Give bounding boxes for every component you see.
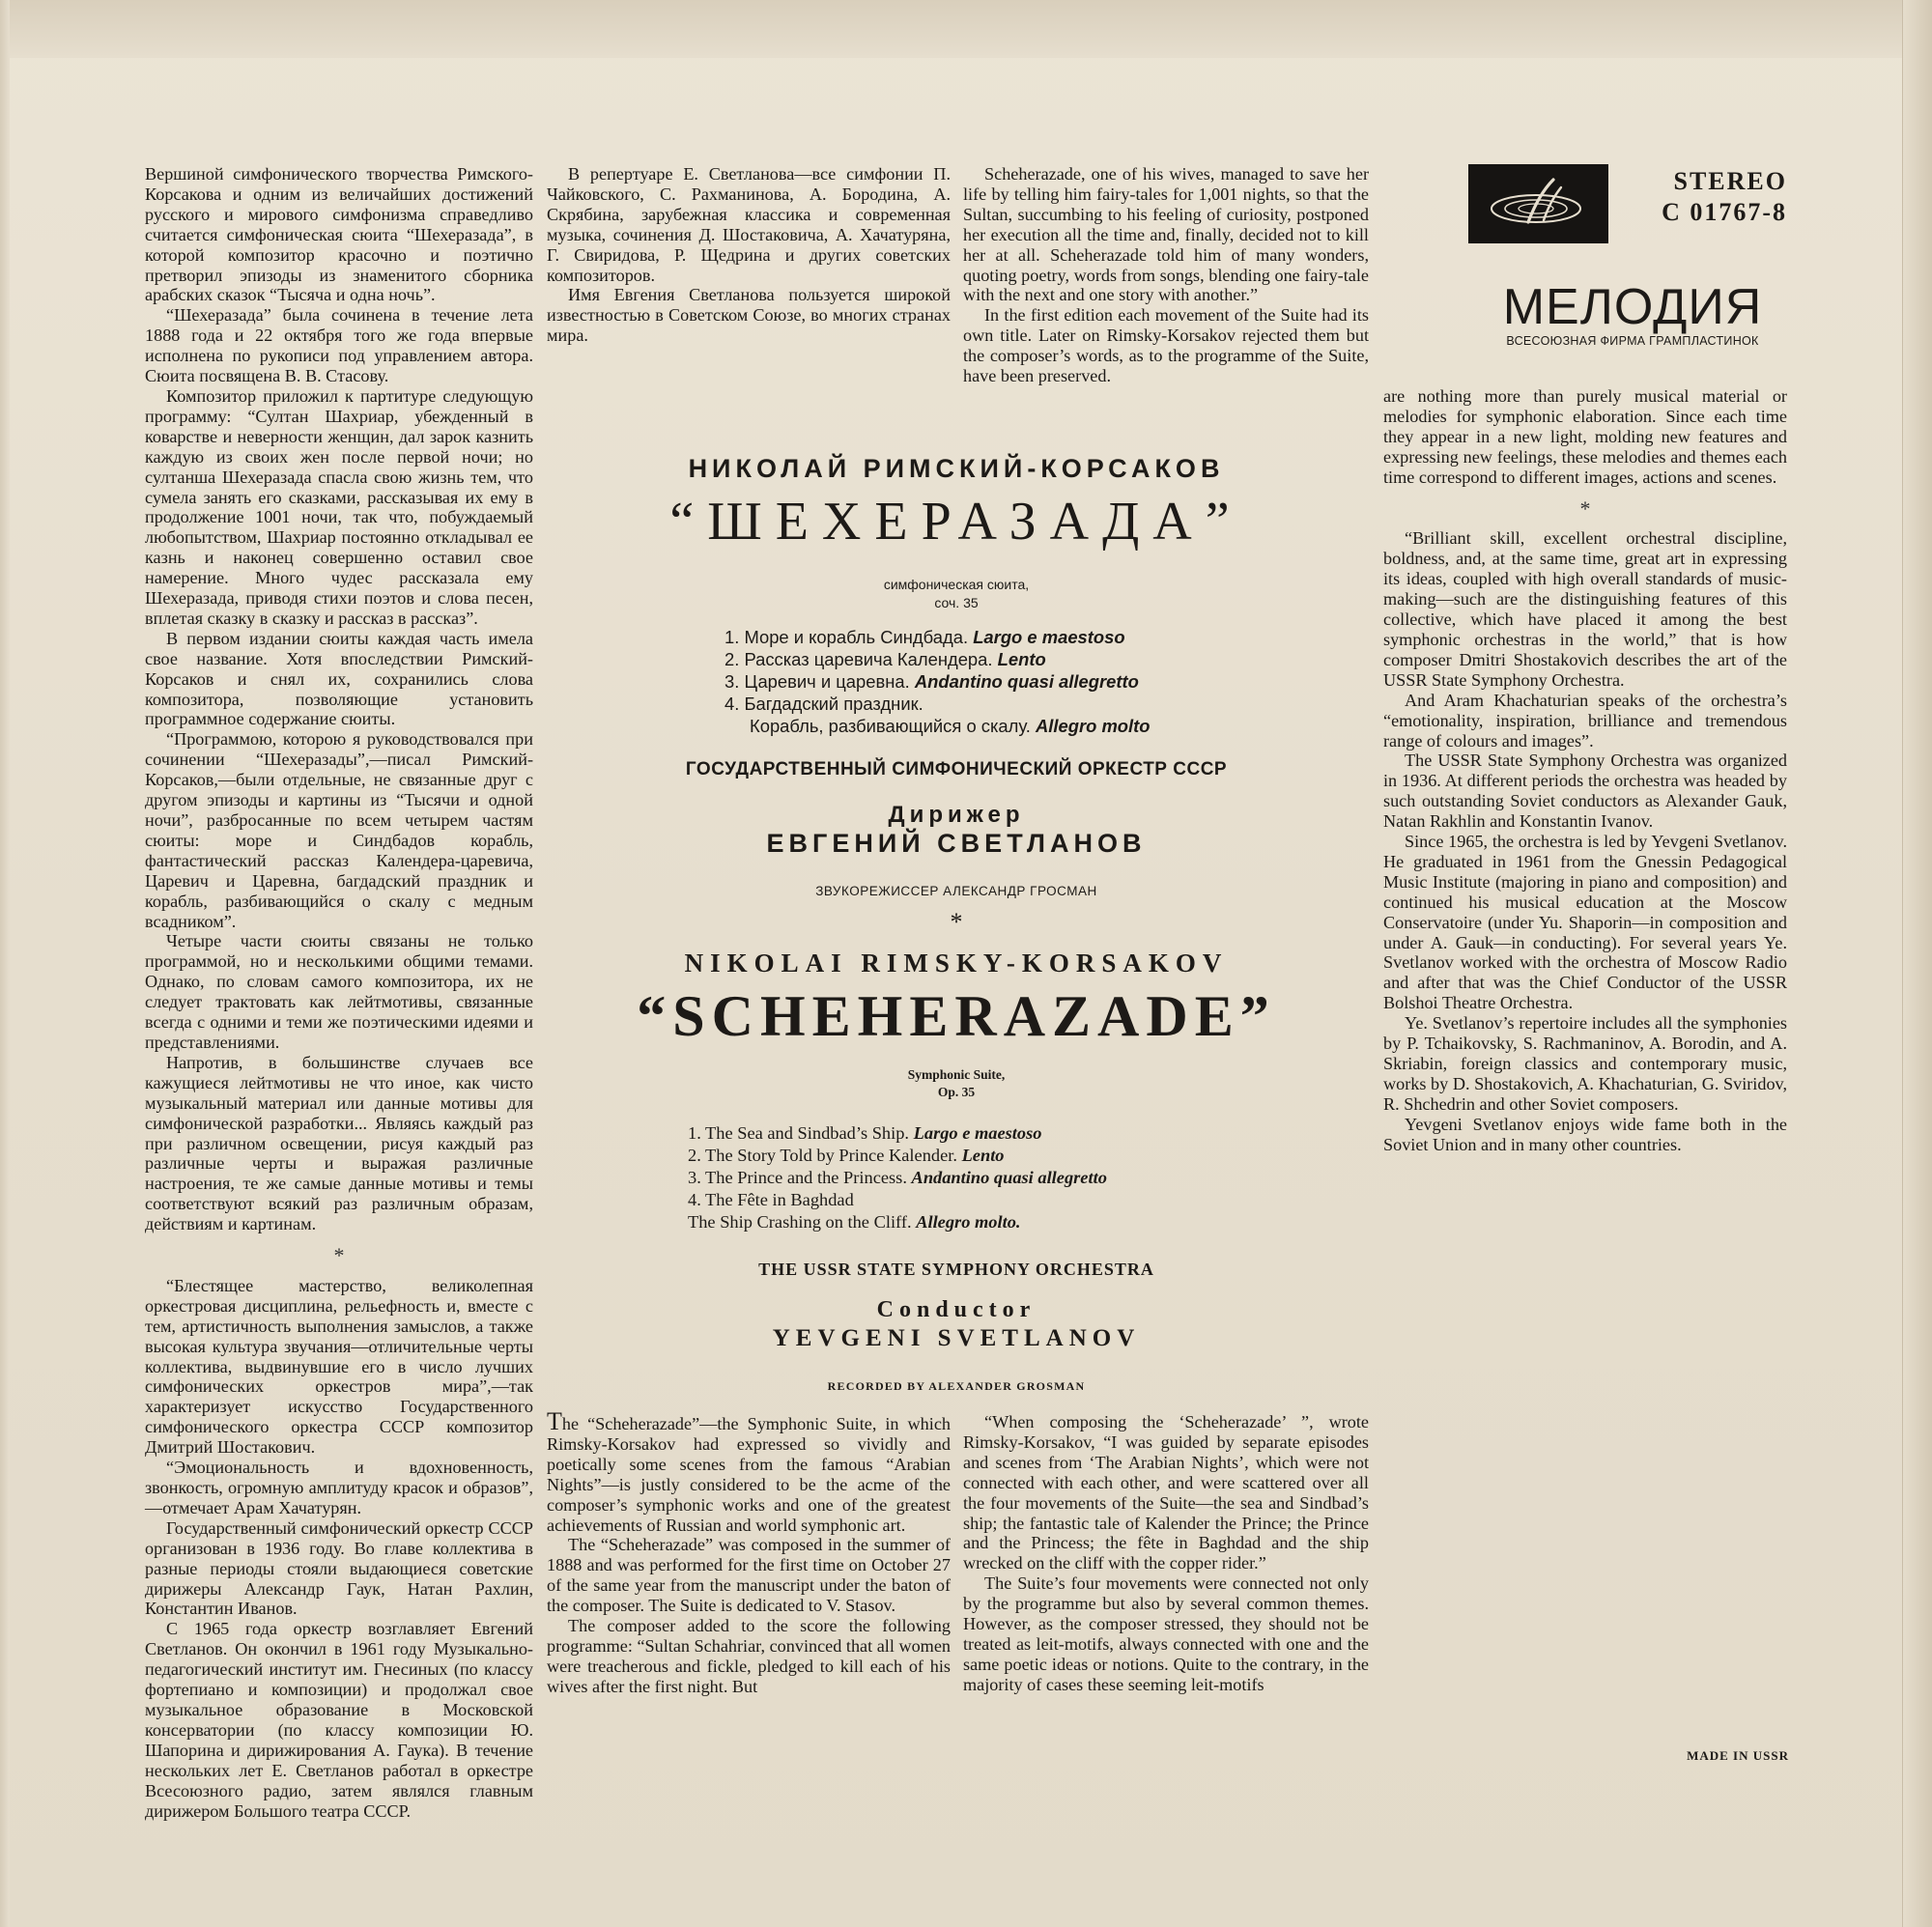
english-notes-part5 xyxy=(1383,528,1787,1154)
english-notes-part3-list xyxy=(963,1412,1369,1695)
movement-item: 1. The Sea and Sindbad’s Ship. Largo e maestoso xyxy=(688,1123,1042,1143)
paragraph: “Блестящее мастерство, великолепная оркестровая дисциплина, рельефность и, вместе с тем, артистичность выполнения замыслов, а также высокая культура звучания—отличительные черты коллектива, выдвинувшие его в число лучших симфонических оркестров мира”,—так характеризует искусство Государственного симфонического оркестра СССР композитор Дмитрий Шостакович. xyxy=(145,1275,533,1458)
melodiya-wordmark xyxy=(1488,279,1777,348)
english-notes-right-column xyxy=(1383,386,1787,1155)
paragraph: are nothing more than purely musical material or melodies for symphonic elaboration. Since each time they appear in a new light, molding new features and expressing new feelings, these melodies and themes each time correspond to different images, actions and scenes. xyxy=(1383,386,1787,487)
paragraph: “Программою, которою я руководствовался при сочинении “Шехеразады”,—писал Римский-Корсаков,—были отдельные, не связанные друг с другом эпизоды и картины из “Тысячи и одной ночи”, разбросанные по всем четырем частям сюиты: море и Синдбадов корабль, фантастический рассказ Календера-царевича, Царевич и Царевна, багдадский праздник и корабль, разбивающийся о скалу с медным всадником”. xyxy=(145,729,533,931)
paragraph: Scheherazade, one of his wives, managed to save her life by telling him fairy-tales for 1,001 nights, so that the Sultan, succumbing to his feeling of curiosity, postponed her execution all the time and, finally, decided not to kill her at all. Scheherazade told him of many wonders, quoting poetry, words from songs, blending one fairy-tale with the next and one story with another.” xyxy=(963,164,1369,305)
paragraph: Yevgeni Svetlanov enjoys wide fame both in the Soviet Union and in many other countries. xyxy=(1383,1114,1787,1154)
english-notes-continuation xyxy=(963,164,1369,386)
ru-conductor-label: Дирижер xyxy=(888,802,1025,828)
movement-item: Корабль, разбивающийся о скалу. Allegro molto xyxy=(750,716,1151,736)
paragraph: “When composing the ‘Scheherazade’ ”, wrote Rimsky-Korsakov, “I was guided by separate episodes and scenes from ‘The Arabian Nights’, which were not connected with each other, and were scattered over all the four movements of the Suite—the sea and Sindbad’s ship; the fantastic tale of Kalender the Prince; the Prince and the Princess; the fête in Baghdad and the ship wrecked on the cliff with the copper rider.” xyxy=(963,1412,1369,1573)
movement-item: 2. The Story Told by Prince Kalender. Lento xyxy=(688,1146,1005,1165)
paragraph: В первом издании сюиты каждая часть имела свое название. Хотя впоследствии Римский-Корсаков и снял их, сохранились слова композитора, позволяющие установить программное содержание сюиты. xyxy=(145,628,533,729)
en-work-subtitle: Symphonic Suite, Op. 35 xyxy=(907,1067,1006,1099)
ru-movement-list xyxy=(724,626,1151,737)
ru-work-subtitle: симфоническая сюита, соч. 35 xyxy=(883,577,1030,610)
paragraph: Напротив, в большинстве случаев все кажущиеся лейтмотивы не что иное, как чисто музыкальный материал или данные мотивы для симфонической разработки... Являясь каждый раз при различном освещении, рисуя каждый раз различные черты и выражая различные настроения, те же самые данные мотивы и темы соответствуют всякий раз различным образам, действиям и картинам. xyxy=(145,1052,533,1234)
movement-item: The Ship Crashing on the Cliff. Allegro molto. xyxy=(688,1212,1021,1232)
separator-star: * xyxy=(1579,496,1591,521)
en-work-title: “SCHEHERAZADE” xyxy=(637,984,1276,1048)
movement-item: 1. Море и корабль Синдбада. Largo e maestoso xyxy=(724,627,1125,647)
english-intro-paragraph: The “Scheherazade” was composed in the summer of 1888 and was performed for the first time on October 27 of the same year from the manuscript under the baton of the composer. The Suite is dedicated to V. Stasov. xyxy=(547,1535,951,1616)
paragraph: Четыре части сюиты связаны не только программой, но и несколькими общими темами. Однако, по словам самого композитора, их не следует трактовать как лейтмотивы, связанные всегда с одними и теми же поэтическими идеями и представлениями. xyxy=(145,931,533,1052)
paragraph: Since 1965, the orchestra is led by Yevgeni Svetlanov. He graduated in 1961 from the Gnessin Pedagogical Music Institute (majoring in piano and composition) and continued his musical education at the Moscow Conservatoire (under Yu. Shaporin—in composition and under A. Gauk—in conducting). For several years Ye. Svetlanov worked with the orchestra of Moscow Radio and after that was the Chief Conductor of the USSR Bolshoi Theatre Orchestra. xyxy=(1383,832,1787,1013)
movement-item: 2. Рассказ царевича Календера. Lento xyxy=(724,649,1046,669)
russian-notes-continuation xyxy=(547,164,951,346)
melodiya-logo-icon xyxy=(1468,164,1608,243)
russian-notes-part1 xyxy=(145,164,533,1234)
en-composer-name: NIKOLAI RIMSKY-KORSAKOV xyxy=(684,949,1229,978)
ru-composer-name: НИКОЛАЙ РИМСКИЙ-КОРСАКОВ xyxy=(688,454,1225,483)
brand-tagline: ВСЕСОЮЗНАЯ ФИРМА ГРАМПЛАСТИНОК xyxy=(1506,334,1759,348)
english-notes-part3 xyxy=(963,1412,1369,1695)
paragraph: “Шехеразада” была сочинена в течение лета 1888 года и 22 октября того же года впервые исполнена по рукописи под управлением автора. Сюита посвящена В. В. Стасову. xyxy=(145,305,533,386)
paragraph: Имя Евгения Светланова пользуется широкой известностью в Советском Союзе, во многих странах мира. xyxy=(547,285,951,346)
brand-name: МЕЛОДИЯ xyxy=(1502,279,1763,335)
en-conductor-name: YEVGENI SVETLANOV xyxy=(772,1325,1141,1351)
cover-left-edge xyxy=(0,0,10,1927)
en-conductor-label: Conductor xyxy=(876,1297,1037,1322)
movement-item: 4. The Fête in Baghdad xyxy=(688,1190,854,1209)
cover-right-edge xyxy=(1902,0,1932,1927)
english-notes-part2 xyxy=(963,164,1369,386)
melodiya-logo xyxy=(1468,164,1608,243)
paragraph: В репертуаре Е. Светланова—все симфонии П. Чайковского, С. Рахманинова, А. Бородина, А. Скрябина, зарубежная классика и современная музыка, сочинения Д. Шостаковича, А. Хачатуряна, Г. Свиридова, Р. Щедрина и других советских композиторов. xyxy=(547,164,951,285)
paragraph: The USSR State Symphony Orchestra was organized in 1936. At different periods the orchestra was headed by such outstanding Soviet conductors as Alexander Gauk, Natan Rakhlin and Konstantin Ivanov. xyxy=(1383,751,1787,832)
english-notes-part4 xyxy=(1383,386,1787,488)
paragraph: And Aram Khachaturian speaks of the orchestra’s “emotionality, inspiration, brilliance and tremendous range of colours and images”. xyxy=(1383,690,1787,751)
catalog-number: С 01767-8 xyxy=(1662,198,1787,226)
separator-star: * xyxy=(333,1243,345,1268)
russian-notes-column xyxy=(145,164,533,1821)
paragraph: “Эмоциональность и вдохновенность, звонкость, огромную амплитуду красок и образов”,—отмечает Арам Хачатурян. xyxy=(145,1458,533,1517)
cover-top-edge xyxy=(0,0,1932,58)
ru-orchestra-name: ГОСУДАРСТВЕННЫЙ СИМФОНИЧЕСКИЙ ОРКЕСТР СССР xyxy=(685,759,1228,779)
paragraph: Государственный симфонический оркестр СССР организован в 1936 году. Во главе коллектива в разные периоды стояли выдающиеся советские дирижеры Александр Гаук, Натан Рахлин, Константин Иванов. xyxy=(145,1517,533,1619)
movement-item: 4. Багдадский праздник. xyxy=(724,694,923,714)
movement-item: 3. Царевич и царевна. Andantino quasi allegretto xyxy=(724,671,1139,692)
ru-sound-engineer: ЗВУКОРЕЖИССЕР АЛЕКСАНДР ГРОСМАН xyxy=(815,884,1097,898)
paragraph: Вершиной симфонического творчества Римского-Корсакова и одним из величайших достижений русского и мирового симфонизма справедливо считается симфоническая сюита “Шехеразада”, в которой композитор красочно и поэтично претворил эпизоды из знаменитого сборника арабских сказок “Тысяча и одна ночь”. xyxy=(145,164,533,305)
paragraph: Композитор приложил к партитуре следующую программу: “Султан Шахриар, убежденный в коварстве и неверности женщин, дал зарок казнить каждую из своих жен после первой ночи; но султанша Шехеразада спасла свою жизнь тем, что сумела занять его сказками, рассказывая их ему в продолжение 1001 ночи, так что, побуждаемый любопытством, Шахриар постоянно откладывал ее казнь и наконец совершенно оставил свое намерение. Много чудес рассказала ему Шехеразада, приводя стихи поэтов и слова песен, вплетая сказку в сказку и рассказ в рассказ”. xyxy=(145,385,533,628)
en-recorded-by: RECORDED BY ALEXANDER GROSMAN xyxy=(827,1379,1086,1393)
stereo-label: STEREO xyxy=(1673,167,1787,195)
en-movement-list xyxy=(688,1122,1107,1233)
paragraph: Ye. Svetlanov’s repertoire includes all the symphonies by P. Tchaikovsky, S. Rachmaninov, A. Borodin, and A. Skriabin, foreign classics and contemporary music, works by D. Shostakovich, A. Khachaturian, G. Sviridov, R. Shchedrin and other Soviet composers. xyxy=(1383,1013,1787,1114)
made-in-ussr: MADE IN USSR xyxy=(1687,1748,1789,1763)
paragraph: In the first edition each movement of the Suite had its own title. Later on Rimsky-Korsakov rejected them but the composer’s words, as to the programme of the Suite, have been preserved. xyxy=(963,305,1369,386)
separator-star: * xyxy=(950,908,963,936)
paragraph: С 1965 года оркестр возглавляет Евгений Светланов. Он окончил в 1961 году Музыкально-педагогический институт им. Гнесиных (по классу фортепиано и композиции) и продолжал свое музыкальное образование в Московской консерватории (по классу композиции Ю. Шапорина и дирижирования А. Гаука). В течение нескольких лет Е. Светланов работал в оркестре Всесоюзного радио, затем являлся главным дирижером Большого театра СССР. xyxy=(145,1619,533,1821)
movement-item: 3. The Prince and the Princess. Andantino quasi allegretto xyxy=(688,1168,1107,1187)
ru-conductor-name: ЕВГЕНИЙ СВЕТЛАНОВ xyxy=(766,829,1147,858)
en-orchestra-name: THE USSR STATE SYMPHONY ORCHESTRA xyxy=(758,1260,1154,1279)
russian-notes-part3 xyxy=(547,164,951,346)
russian-notes-part2 xyxy=(145,1276,533,1821)
ru-work-title: “ШЕХЕРАЗАДА” xyxy=(669,492,1243,552)
english-notes-intro xyxy=(547,1407,951,1697)
stereo-catalog-block xyxy=(1633,166,1787,228)
english-intro-first-paragraph: The “Scheherazade”—the Symphonic Suite, in which Rimsky-Korsakov had expressed so vividly and poetically some scenes from the famous “Arabian Nights”—is justly considered to be the acme of the composer’s symphonic works and one of the greatest achievements of Russian and world symphonic art. xyxy=(547,1407,951,1535)
paragraph: The Suite’s four movements were connected not only by the programme but also by several common themes. However, as the composer stressed, they should not be treated as leit-motifs, always connected with one and the same poetic ideas or notions. Quite to the contrary, in the majority of cases these seeming leit-motifs xyxy=(963,1573,1369,1694)
english-intro-paragraph: The composer added to the score the following programme: “Sultan Schahriar, convinced that all women were treacherous and fickle, pledged to kill each of his wives after the first night. But xyxy=(547,1616,951,1696)
paragraph: “Brilliant skill, excellent orchestral discipline, boldness, and, at the same time, great art in expressing its ideas, coupled with high overall standards of music-making—such are the distinguishing features of this collective, which have placed it among the best symphonic orchestras in the world,” that is how composer Dmitri Shostakovich describes the art of the USSR State Symphony Orchestra. xyxy=(1383,528,1787,690)
drop-cap: T xyxy=(547,1407,562,1435)
